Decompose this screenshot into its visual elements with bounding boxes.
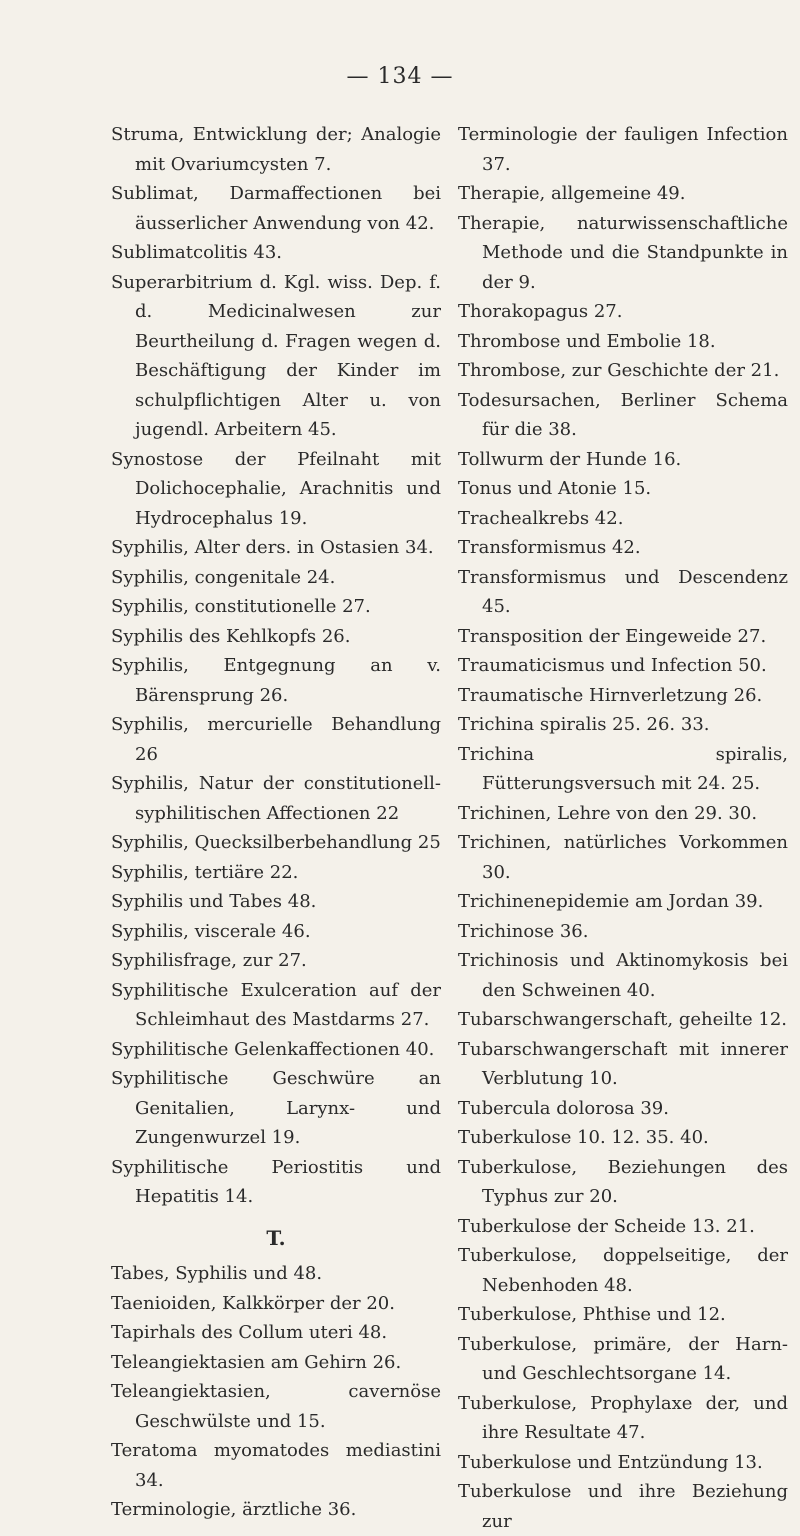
index-entry: Trachealkrebs 42. [458,507,624,529]
index-entry: Transformismus und Descendenz 45. [458,566,788,617]
index-entry: Syphilis, Entgegnung an v. Bärensprung 26. [111,655,441,706]
index-entry: Trichinen, natürliches Vorkommen 30. [458,832,788,883]
index-entry: Syphilisfrage, zur 27. [111,950,307,971]
index-entry: Trichinose 36. [458,920,589,942]
index-entry: Tuberkulose der Scheide 13. 21. [458,1215,755,1237]
index-entry: Transposition der Eingeweide 27. [458,625,767,647]
index-entry: Syphilis, Quecksilberbehandlung 25 [111,832,441,853]
index-entry: Tollwurm der Hunde 16. [458,448,682,470]
index-entry: Syphilis, viscerale 46. [111,920,311,942]
index-entry: Tuberkulose und ihre Beziehung zur [458,1481,788,1532]
index-entry: Syphilis des Kehlkopfs 26. [111,625,351,647]
index-entry: Tuberkulose, Prophylaxe der, und ihre Resultate 47. [458,1392,788,1443]
index-entry: Syphilitische Exulceration auf der Schleimhaut des Mastdarms 27. [111,979,441,1030]
index-column-left [111,120,441,1525]
index-entry: Syphilis, Natur der constitutionell-syphilitischen Affectionen 22 [111,773,441,824]
index-entry: Sublimatcolitis 43. [111,242,282,263]
index-entry: Tuberkulose 10. 12. 35. 40. [458,1127,709,1148]
index-entry: Synostose der Pfeilnaht mit Dolichocephalie, Arachnitis und Hydrocephalus 19. [111,448,441,529]
left-entries [111,120,441,1212]
index-entry: Teleangiektasien, cavernöse Geschwülste und 15. [111,1381,441,1432]
index-entry: Traumaticismus und Infection 50. [458,655,767,676]
index-entry: Syphilitische Periostitis und Hepatitis 14. [111,1156,441,1207]
index-entry: Sublimat, Darmaffectionen bei äusserlicher Anwendung von 42. [111,183,441,234]
index-entry: Trichinen, Lehre von den 29. 30. [458,802,758,824]
index-entry: Syphilis und Tabes 48. [111,891,317,912]
index-entry: Trichina spiralis, Fütterungsversuch mit 24. 25. [458,743,788,794]
index-entry: Syphilis, mercurielle Behandlung 26 [111,714,441,765]
index-entry: Trichinenepidemie am Jordan 39. [458,891,764,912]
index-entry: Therapie, allgemeine 49. [458,183,686,204]
index-entry: Tubarschwangerschaft mit innerer Verblutung 10. [458,1038,788,1089]
index-entry: Tubercula dolorosa 39. [458,1097,669,1119]
index-entry: Struma, Entwicklung der; Analogie mit Ovariumcysten 7. [111,124,441,175]
index-entry: Todesursachen, Berliner Schema für die 38. [458,389,788,440]
index-entry: Syphilis, constitutionelle 27. [111,596,371,617]
index-entry: Thrombose, zur Geschichte der 21. [458,360,780,381]
index-entry: Taenioiden, Kalkkörper der 20. [111,1292,395,1314]
index-entry: Tapirhals des Collum uteri 48. [111,1322,388,1343]
index-entry: Tuberkulose, Beziehungen des Typhus zur 20. [458,1156,788,1207]
index-entry: Syphilis, congenitale 24. [111,566,336,588]
index-entry: Syphilis, tertiäre 22. [111,861,299,883]
index-entry: Superarbitrium d. Kgl. wiss. Dep. f. d. Medicinalwesen zur Beurtheilung d. Fragen wegen d. Beschäftigung der Kinder im schulpflichtigen Alter u. von jugendl. Arbeitern 45. [111,271,441,440]
index-entry: Tuberkulose, doppelseitige, der Nebenhoden 48. [458,1245,788,1296]
index-entry: Thrombose und Embolie 18. [458,330,716,352]
index-entry: Terminologie, ärztliche 36. [111,1499,357,1520]
right-entries [458,120,788,1536]
index-entry: Tonus und Atonie 15. [458,478,652,499]
index-entry: Thorakopagus 27. [458,301,623,322]
page-number: — 134 — [346,64,454,89]
index-column-right [458,120,788,1536]
index-entry: Tubarschwangerschaft, geheilte 12. [458,1009,788,1030]
index-entry: Tuberkulose, Phthise und 12. [458,1304,726,1325]
index-entry: Trichinosis und Aktinomykosis bei den Schweinen 40. [458,950,788,1001]
index-entry: Syphilis, Alter ders. in Ostasien 34. [111,537,434,558]
index-entry: Transformismus 42. [458,537,641,558]
index-entry: Tabes, Syphilis und 48. [111,1263,323,1284]
index-entry: Traumatische Hirnverletzung 26. [458,684,763,706]
index-entry: Trichina spiralis 25. 26. 33. [458,714,710,735]
index-entry: Syphilitische Geschwüre an Genitalien, Larynx- und Zungenwurzel 19. [111,1068,441,1148]
index-entry: Tuberkulose und Entzündung 13. [458,1451,763,1473]
index-entry: Teratoma myomatodes mediastini 34. [111,1440,441,1491]
index-entry: Syphilitische Gelenkaffectionen 40. [111,1038,435,1060]
left-entries-after [111,1259,441,1525]
index-entry: Tuberkulose, primäre, der Harn- und Geschlechtsorgane 14. [458,1333,788,1384]
section-letter: T. [266,1225,286,1250]
index-entry: Therapie, naturwissenschaftliche Methode und die Standpunkte in der 9. [458,212,788,293]
index-entry: Teleangiektasien am Gehirn 26. [111,1351,402,1373]
index-entry: Terminologie der fauligen Infection 37. [458,124,788,175]
